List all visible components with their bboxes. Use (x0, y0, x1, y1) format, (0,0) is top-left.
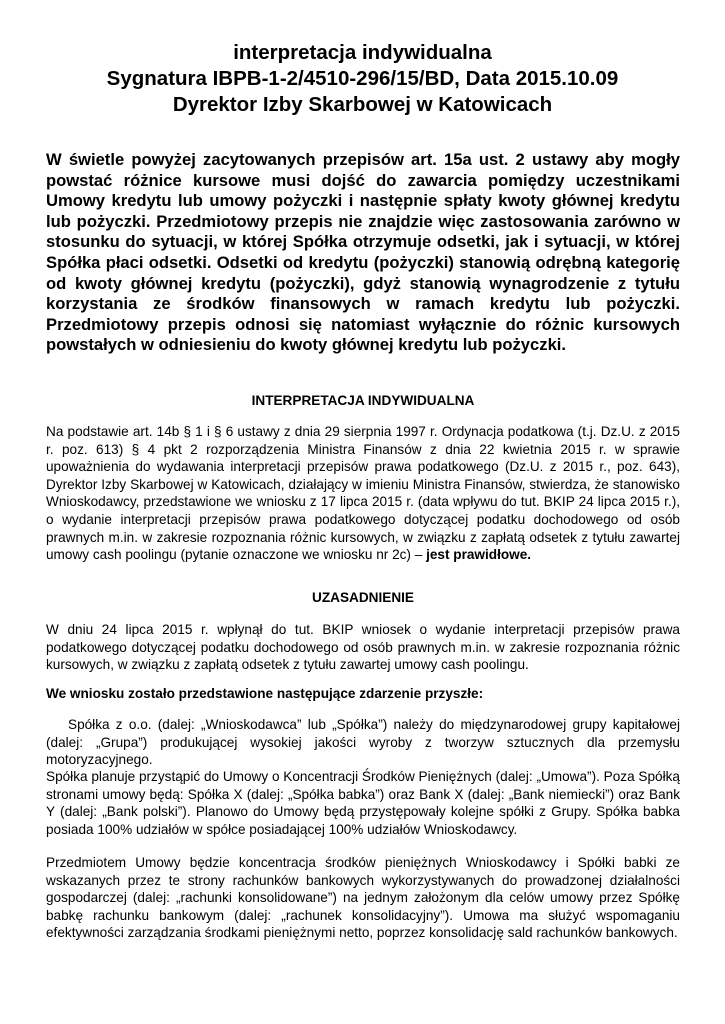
document-header (40, 40, 685, 118)
interpretation-paragraph (46, 423, 680, 564)
section-heading-justification: UZASADNIENIE (312, 590, 414, 605)
section-heading-interpretation: INTERPRETACJA INDYWIDUALNA (251, 393, 475, 408)
body-paragraph-1: Spółka z o.o. (dalej: „Wnioskodawca” lub „Spółka”) należy do międzynarodowej grupy kapitałowej (dalej: „Grupa”) produkującej wysokiej jakości wyroby z tworzyw sztucznych dla przemysłu motoryzacyjnego. (46, 717, 680, 768)
event-heading: We wniosku zostało przedstawione następujące zdarzenie przyszłe: (46, 686, 484, 701)
body-paragraph-3: Przedmiotem Umowy będzie koncentracja środków pieniężnych Wnioskodawcy i Spółki babki ze wskazanych przez te strony rachunków bankowych wykorzystywanych do prowadzonej działalności gospodarczej (dalej: „rachunki konsolidowane”) na jednym założonym dla celów umowy przez Spółkę babkę rachunku bankowym (dalej: „rachunek konsolidacyjny”). Umowa ma służyć wspomaganiu efektywności zarządzania środkami pieniężnymi netto, poprzez konsolidację sald rachunków bankowych. (46, 855, 680, 941)
verdict-text: jest prawidłowe. (426, 547, 532, 563)
justification-paragraph: W dniu 24 lipca 2015 r. wpłynął do tut. BKIP wniosek o wydanie interpretacji przepisów prawa podatkowego dotyczącej podatku dochodowego od osób prawnych m.in. w zakresie rozpoznania różnic kursowych, w związku z zapłatą odsetek z tytułu zawartej umowy cash poolingu. (46, 622, 680, 673)
body-paragraph-2: Spółka planuje przystąpić do Umowy o Koncentracji Środków Pieniężnych (dalej: „Umowa”). Poza Spółką stronami umowy będą: Spółka X (dalej: „Spółka babka”) oraz Bank X (dalej: „Bank niemiecki”) oraz Bank Y (dalej: „Bank polski”). Planowo do Umowy będą przystępowały kolejne spółki z Grupy. Spółka babka posiada 100% udziałów w spółce posiadającej 100% udziałów Wnioskodawcy. (46, 769, 680, 837)
lead-paragraph: W świetle powyżej zacytowanych przepisów art. 15a ust. 2 ustawy aby mogły powstać różnice kursowe musi dojść do zawarcia pomiędzy uczestnikami Umowy kredytu lub umowy pożyczki i następnie spłaty kwoty głównej kredytu lub pożyczki. Przedmiotowy przepis nie znajdzie więc zastosowania zarówno w stosunku do sytuacji, w której Spółka otrzymuje odsetki, jak i sytuacji, w której Spółka płaci odsetki. Odsetki od kredytu (pożyczki) stanowią odrębną kategorię od kwoty głównej kredytu (pożyczki), gdyż stanowią wynagrodzenie z tytułu korzystania ze środków finansowych w ramach kredytu lub pożyczki. Przedmiotowy przepis odnosi się natomiast wyłącznie do różnic kursowych powstałych w odniesieniu do kwoty głównej kredytu lub pożyczki. (46, 150, 680, 355)
signature-line: Sygnatura IBPB-1-2/4510-296/15/BD, Data 2015.10.09 (106, 67, 619, 90)
interpretation-text: Na podstawie art. 14b § 1 i § 6 ustawy z dnia 29 sierpnia 1997 r. Ordynacja podatkowa (t.j. Dz.U. z 2015 r. poz. 613) § 4 pkt 2 rozporządzenia Ministra Finansów z dnia 22 kwietnia 2015 r. w sprawie upoważnienia do wydawania interpretacji przepisów prawa podatkowego (Dz.U. z 2015 r., poz. 643), Dyrektor Izby Skarbowej w Katowicach, działający w imieniu Ministra Finansów, stwierdza, że stanowisko Wnioskodawcy, przedstawione we wniosku z 17 lipca 2015 r. (data wpływu do tut. BKIP 24 lipca 2015 r.), o wydanie interpretacji przepisów prawa podatkowego dotyczącej podatku dochodowego od osób prawnych m.in. w zakresie rozpoznania różnic kursowych, w związku z zapłatą odsetek z tytułu zawartej umowy cash poolingu (pytanie oznaczone we wniosku nr 2c) – (46, 424, 680, 563)
issuer-line: Dyrektor Izby Skarbowej w Katowicach (172, 93, 553, 116)
document-type: interpretacja indywidualna (233, 41, 492, 64)
